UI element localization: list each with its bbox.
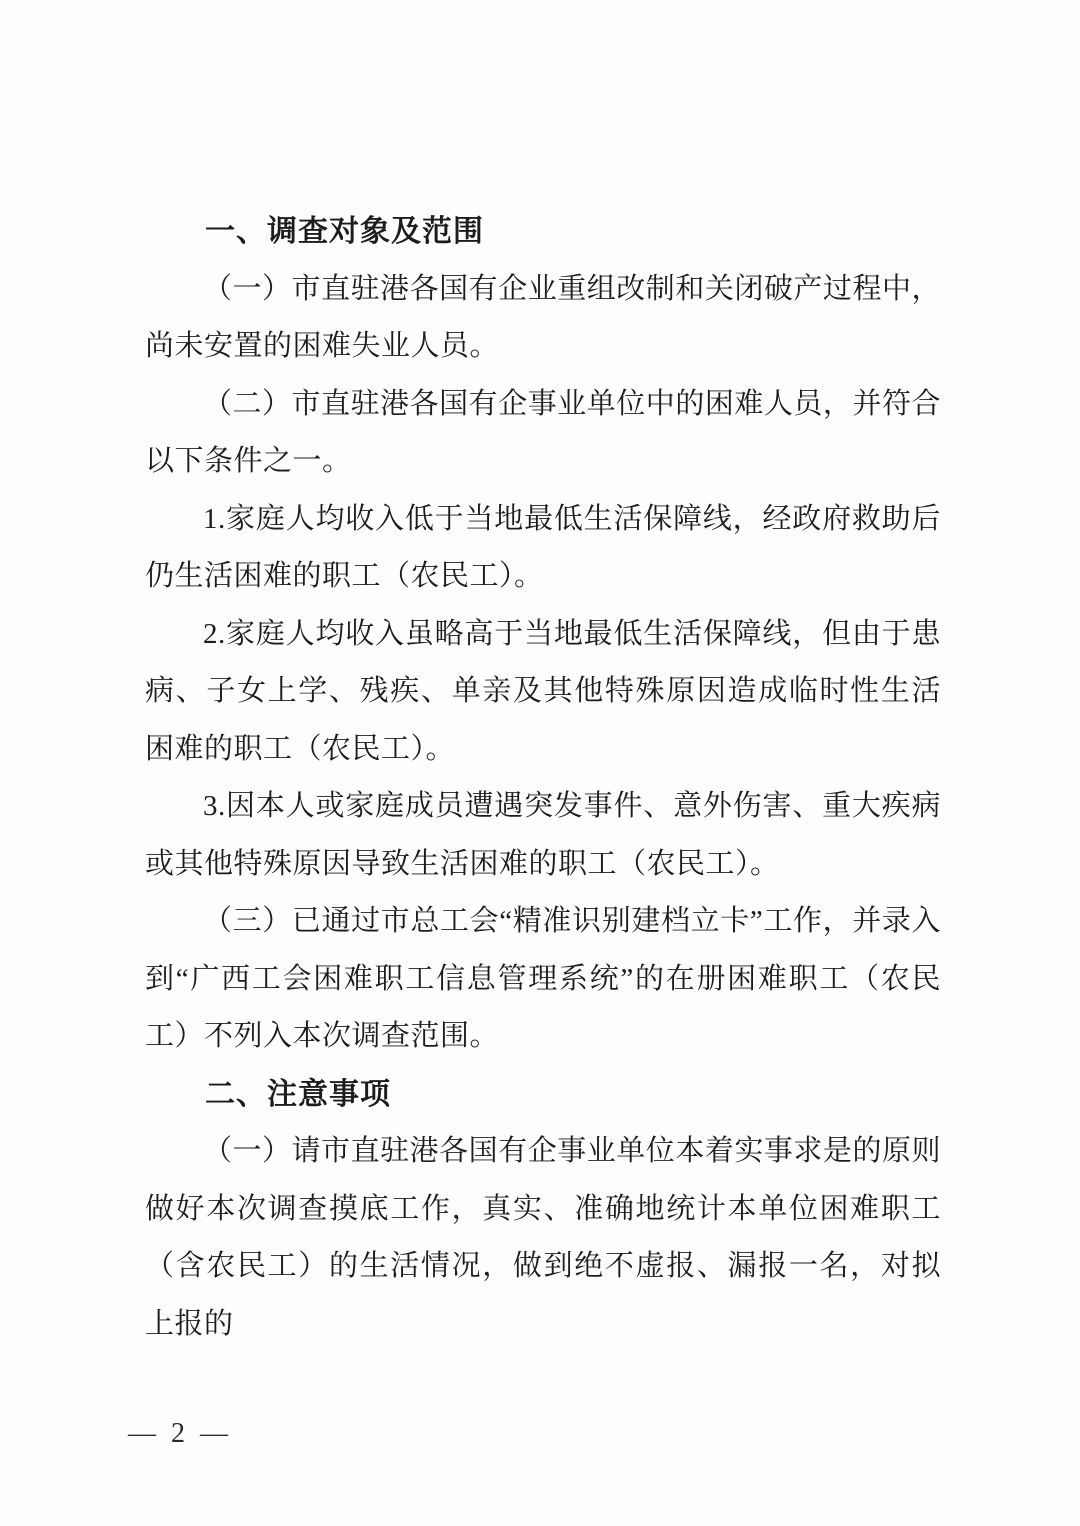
section-1-item-3: （三）已通过市总工会“精准识别建档立卡”工作，并录入到“广西工会困难职工信息管理系统”的在册困难职工（农民工）不列入本次调查范围。: [145, 905, 941, 1052]
section-1-item-1: （一）市直驻港各国有企业重组改制和关闭破产过程中，尚未安置的困难失业人员。: [145, 272, 941, 362]
section-1-condition-3: 3.因本人或家庭成员遭遇突发事件、意外伤害、重大疾病或其他特殊原因导致生活困难的职工（农民工）。: [145, 790, 941, 880]
section-2-heading: 二、注意事项: [205, 1077, 391, 1111]
section-1-item-2: （二）市直驻港各国有企事业单位中的困难人员，并符合以下条件之一。: [145, 387, 941, 477]
page-number: — 2 —: [128, 1418, 232, 1449]
section-1-heading: 一、调查对象及范围: [205, 215, 484, 248]
section-2-item-1: （一）请市直驻港各国有企事业单位本着实事求是的原则做好本次调查摸底工作，真实、准确地统计本单位困难职工（含农民工）的生活情况，做到绝不虚报、漏报一名，对拟上报的: [145, 1135, 941, 1340]
section-1-condition-2: 2.家庭人均收入虽略高于当地最低生活保障线，但由于患病、子女上学、残疾、单亲及其他特殊原因造成临时性生活困难的职工（农民工）。: [145, 617, 941, 765]
section-1-condition-1: 1.家庭人均收入低于当地最低生活保障线，经政府救助后仍生活困难的职工（农民工）。: [145, 502, 941, 592]
document-body: [145, 203, 941, 1353]
